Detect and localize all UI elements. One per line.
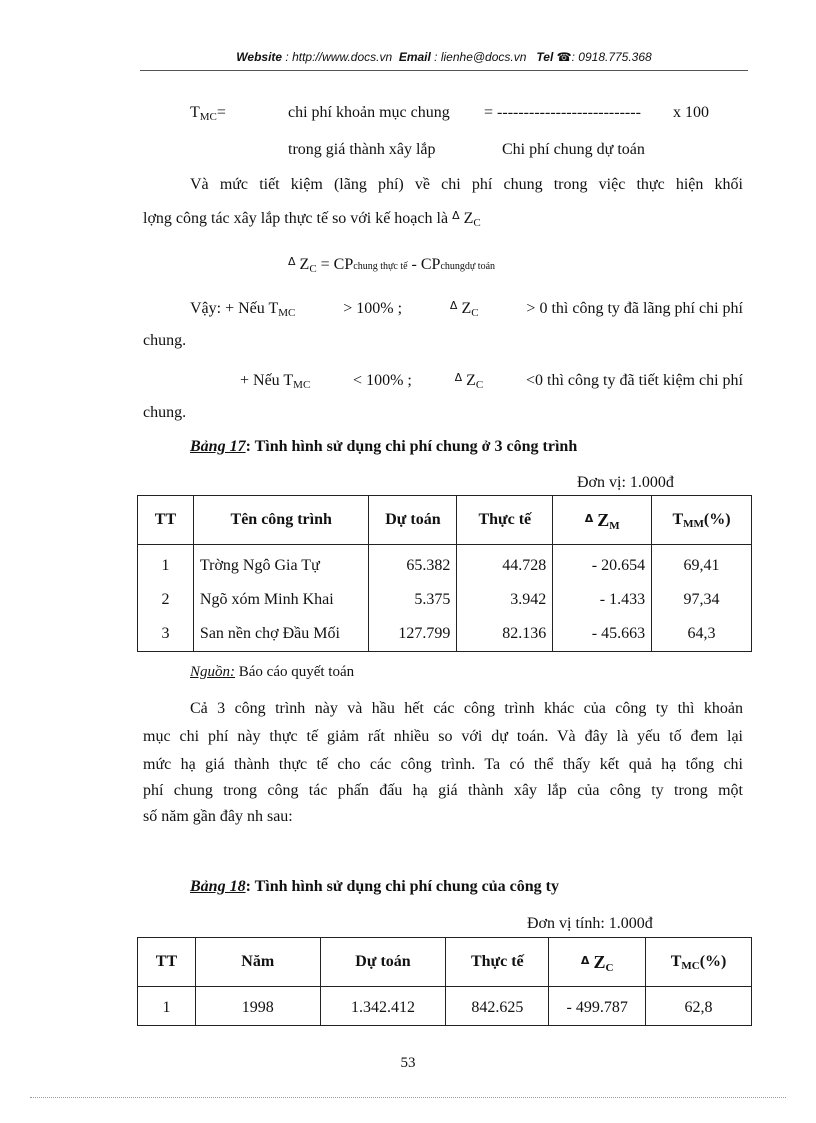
table17-unit: Đơn vị: 1.000đ xyxy=(577,474,674,491)
col-tt: TT xyxy=(138,496,194,545)
col-tt: TT xyxy=(138,938,196,987)
col-thucte: Thực tế xyxy=(446,938,549,987)
para1-line2: lợng công tác xây lắp thực tế so với kế hoạch là $^\Delta$ ZC xyxy=(143,209,481,229)
table18-header-row xyxy=(138,938,752,987)
table17-source: Nguồn: Báo cáo quyết toán xyxy=(190,664,355,680)
formula2: $^\Delta$ ZC = CPchung thực tế - CPchungdự toán xyxy=(288,255,496,275)
col-name: Tên công trình xyxy=(193,496,369,545)
table18-caption: Bảng 18: Tình hình sử dụng chi phí chung của công ty xyxy=(190,878,560,895)
formula1-line2-left: trong giá thành xây lắp xyxy=(288,141,436,158)
col-dutoan: Dự toán xyxy=(320,938,446,987)
para2-line1: Cả 3 công trình này và hầu hết các công trình khác của công ty thì khoản xyxy=(190,700,743,717)
website-value[interactable]: : http://www.docs.vn xyxy=(285,50,393,64)
tel-label: Tel xyxy=(536,50,554,64)
para2-line2: mục chi phí này thực tế giảm rất nhiều so với dự toán. Và đây là yếu tố đem lại xyxy=(143,728,743,745)
formula1-numerator: chi phí khoản mục chung xyxy=(288,104,450,121)
tel-value: : 0918.775.368 xyxy=(571,50,652,64)
table-row: 1 Trờng Ngô Gia Tự 65.382 44.728 - 20.654 69,41 xyxy=(138,545,752,584)
delta-icon: Δ xyxy=(580,953,590,967)
para2-line4: phí chung trong công tác phấn đấu hạ giá thành xây lắp của công ty trong một xyxy=(143,782,743,799)
table18 xyxy=(137,937,752,1026)
page-number: 53 xyxy=(400,1055,416,1071)
website-label: Website xyxy=(236,50,283,64)
condition1-line2: chung. xyxy=(143,332,187,349)
formula1-denominator: Chi phí chung dự toán xyxy=(502,141,645,158)
page-header xyxy=(140,50,748,64)
delta-icon: Δ xyxy=(454,371,463,384)
table-row: 2 Ngõ xóm Minh Khai 5.375 3.942 - 1.433 97,34 xyxy=(138,583,752,617)
col-thucte: Thực tế xyxy=(457,496,553,545)
col-nam: Năm xyxy=(195,938,320,987)
para2-line5: số năm gần đây nh sau: xyxy=(143,808,293,825)
formula1-multiplier: x 100 xyxy=(673,104,709,121)
para1-line1: Và mức tiết kiệm (lãng phí) về chi phí chung trong việc thực hiện khối xyxy=(190,176,743,193)
delta-icon: Δ xyxy=(452,209,460,222)
table18-unit: Đơn vị tính: 1.000đ xyxy=(527,915,653,932)
email-value[interactable]: : lienhe@docs.vn xyxy=(434,50,527,64)
table17 xyxy=(137,495,752,652)
table17-header-row xyxy=(138,496,752,545)
para2-line3: mức hạ giá thành thực tế cho các công trình. Ta có thể thấy kết quả hạ tổng chi xyxy=(143,756,743,773)
col-delta-z: $^\Delta$ ZM xyxy=(553,496,652,545)
header-divider xyxy=(140,70,748,71)
delta-icon: Δ xyxy=(584,511,594,525)
table-row: 3 San nền chợ Đầu Mối 127.799 82.136 - 45.663 64,3 xyxy=(138,617,752,652)
footer-divider xyxy=(30,1097,786,1098)
col-dutoan: Dự toán xyxy=(369,496,457,545)
email-label: Email xyxy=(398,50,431,64)
delta-icon: Δ xyxy=(449,299,458,312)
formula1-lhs: TMC= xyxy=(190,104,226,123)
table-row: 1 1998 1.342.412 842.625 - 499.787 62,8 xyxy=(138,987,752,1026)
delta-icon: Δ xyxy=(288,255,296,268)
col-t: TMC(%) xyxy=(646,938,752,987)
table17-caption: Bảng 17: Tình hình sử dụng chi phí chung ở 3 công trình xyxy=(190,438,578,455)
col-delta-z: $^\Delta$ ZC xyxy=(549,938,646,987)
col-t: TMM(%) xyxy=(652,496,752,545)
formula1-fraction-bar: = --------------------------- xyxy=(484,104,641,121)
condition2-line2: chung. xyxy=(143,404,187,421)
condition2-line1: + Nếu TMC < 100% ; $^\Delta$ ZC <0 thì công ty đã tiết kiệm chi phí xyxy=(240,371,743,391)
phone-icon: ☎ xyxy=(556,50,572,64)
condition1-line1: Vậy: + Nếu TMC > 100% ; $^\Delta$ ZC > 0 thì công ty đã lãng phí chi phí xyxy=(190,299,743,319)
